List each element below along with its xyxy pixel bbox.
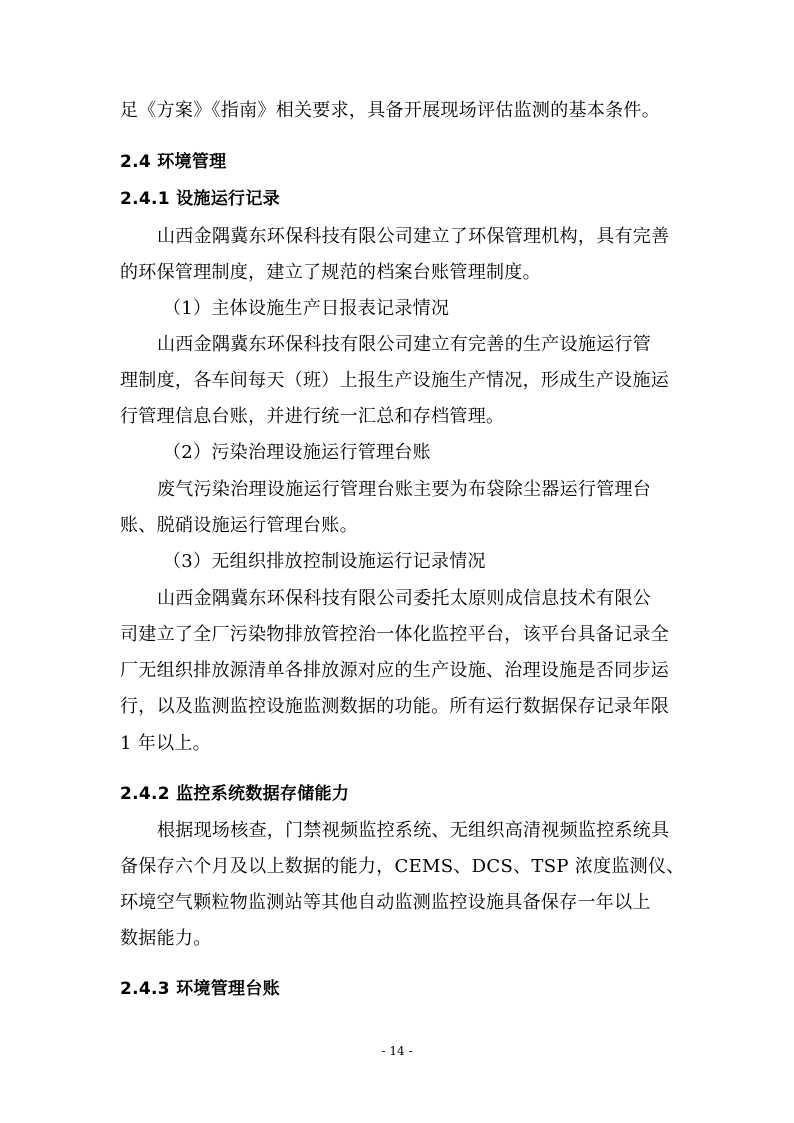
section-heading: 2.4 环境管理 <box>120 152 227 172</box>
paragraph-line: 的环保管理制度，建立了规范的档案台账管理制度。 <box>120 262 541 283</box>
paragraph-line: 山西金隅冀东环保科技有限公司建立有完善的生产设施运行管 <box>157 334 652 355</box>
paragraph-line: 足《方案》《指南》相关要求，具备开展现场评估监测的基本条件。 <box>120 100 660 121</box>
paragraph-line: 山西金隅冀东环保科技有限公司委托太原则成信息技术有限公 <box>157 588 652 609</box>
paragraph-line: 1 年以上。 <box>120 733 211 754</box>
paragraph-line: 备保存六个月及以上数据的能力，CEMS、DCS、TSP 浓度监测仪、 <box>120 856 685 877</box>
paragraph-line: 根据现场核查，门禁视频监控系统、无组织高清视频监控系统具 <box>157 820 670 841</box>
page-number: - 14 - <box>381 1044 413 1058</box>
paragraph-line: 废气污染治理设施运行管理台账主要为布袋除尘器运行管理台 <box>157 479 652 500</box>
paragraph-line: 数据能力。 <box>120 928 212 949</box>
paragraph-line: 环境空气颗粒物监测站等其他自动监测监控设施具备保存一年以上 <box>120 892 651 913</box>
list-item-heading: （2）污染治理设施运行管理台账 <box>163 442 431 463</box>
list-item-heading: （3）无组织排放控制设施运行记录情况 <box>163 551 486 572</box>
paragraph-line: 司建立了全厂污染物排放管控治一体化监控平台，该平台具备记录全 <box>120 624 669 645</box>
paragraph-line: 厂无组织排放源清单各排放源对应的生产设施、治理设施是否同步运 <box>120 660 669 681</box>
subsection-heading: 2.4.1 设施运行记录 <box>120 189 280 209</box>
paragraph-line: 账、脱硝设施运行管理台账。 <box>120 515 358 536</box>
subsection-heading: 2.4.3 环境管理台账 <box>120 979 280 999</box>
paragraph-line: 行管理信息台账，并进行统一汇总和存档管理。 <box>120 406 505 427</box>
list-item-heading: （1）主体设施生产日报表记录情况 <box>163 298 450 319</box>
paragraph-line: 山西金隅冀东环保科技有限公司建立了环保管理机构，具有完善 <box>157 226 670 247</box>
paragraph-line: 理制度，各车间每天（班）上报生产设施生产情况，形成生产设施运 <box>120 370 669 391</box>
subsection-heading: 2.4.2 监控系统数据存储能力 <box>120 784 350 804</box>
paragraph-line: 行，以及监测监控设施监测数据的功能。所有运行数据保存记录年限 <box>120 696 669 717</box>
